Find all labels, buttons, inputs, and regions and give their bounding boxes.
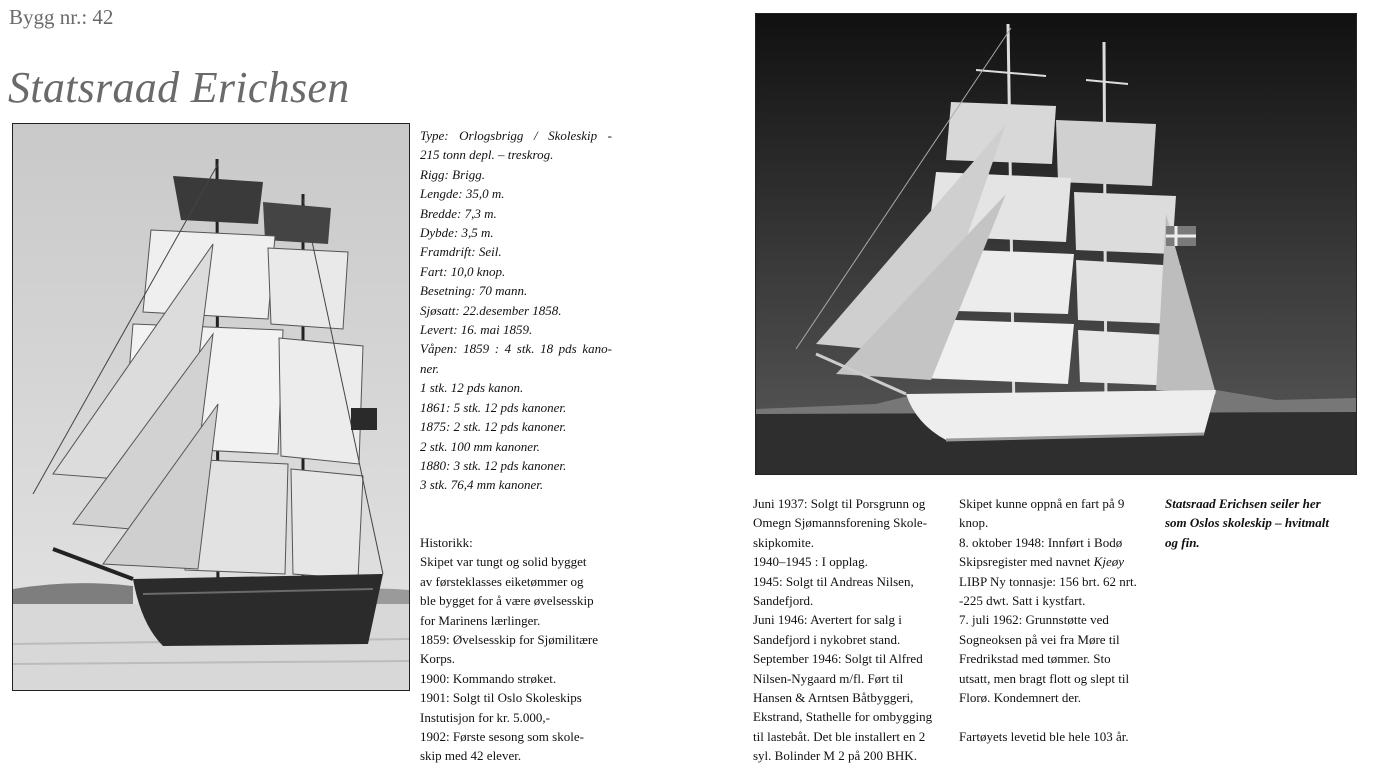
spec-vapen-word: stk.: [516, 341, 535, 357]
history-line: til lastebåt. Det ble installert en 2: [753, 728, 926, 744]
spec-vapen-word: pds: [558, 341, 577, 357]
spec-vapen-word: Våpen:: [420, 341, 458, 357]
history-line: utsatt, men bragt flott og slept til: [959, 670, 1130, 686]
spec-type-word: -: [607, 128, 612, 143]
history-line: 1901: Solgt til Oslo Skoleskips: [420, 690, 582, 706]
lifetime-line: Fartøyets levetid ble hele 103 år.: [959, 728, 1129, 744]
history-line: 1940–1945 : I opplag.: [753, 554, 868, 570]
history-line-renamed: [959, 552, 1137, 571]
history-line: Juni 1946: Avertert for salg i: [753, 612, 902, 628]
spec-line: 2 stk. 100 mm kanoner.: [420, 438, 540, 454]
history-column: [420, 533, 598, 766]
history-line: Nilsen-Nygaard m/fl. Ført til: [753, 670, 904, 686]
spec-type-word: Orlogsbrigg: [459, 128, 524, 143]
history-line: Omegn Sjømannsforening Skole-: [753, 515, 928, 531]
history-line: Skipet var tungt og solid bygget: [420, 554, 587, 570]
history-line: 1859: Øvelsesskip for Sjømilitære: [420, 632, 599, 648]
history-continued-column: [753, 494, 932, 766]
history-heading: Historikk:: [420, 535, 473, 550]
spec-line: Sjøsatt: 22.desember 1858.: [420, 302, 562, 318]
history-line: syl. Bolinder M 2 på 200 BHK.: [753, 748, 917, 764]
caption-line: og fin.: [1165, 534, 1200, 550]
history-line: Sandefjord.: [753, 593, 814, 609]
schoolship-photo-art: [756, 14, 1356, 474]
brig-photo-sailing: [12, 123, 410, 691]
history-line: Juni 1937: Solgt til Porsgrunn og: [753, 496, 926, 511]
history-line: skipkomite.: [753, 534, 815, 550]
history-line: Sogneoksen på vei fra Møre til: [959, 631, 1120, 647]
history-line: 1945: Solgt til Andreas Nilsen,: [753, 573, 914, 589]
history-line: skip med 42 elever.: [420, 748, 522, 764]
later-history-column: [959, 494, 1137, 746]
history-line: -225 dwt. Satt i kystfart.: [959, 593, 1086, 609]
spec-line: Rigg: Brigg.: [420, 166, 485, 182]
spec-line: Framdrift: Seil.: [420, 244, 502, 260]
history-line: Hansen & Arntsen Båtbyggeri,: [753, 690, 914, 706]
spec-line: Fart: 10,0 knop.: [420, 263, 506, 279]
history-line: 1900: Kommando strøket.: [420, 670, 557, 686]
renamed-prefix: Skipsregister med navnet: [959, 554, 1094, 570]
photo-caption: [1165, 494, 1329, 552]
spec-line: 1 stk. 12 pds kanon.: [420, 380, 524, 396]
history-line: LIBP Ny tonnasje: 156 brt. 62 nrt.: [959, 573, 1137, 589]
history-line: Ekstrand, Stathelle for ombygging: [753, 709, 933, 725]
history-line: Instutisjon for kr. 5.000,-: [420, 709, 550, 725]
spec-line: Levert: 16. mai 1859.: [420, 322, 533, 338]
spec-line: ner.: [420, 360, 440, 376]
history-line: knop.: [959, 515, 989, 531]
history-line: 7. juli 1962: Grunnstøtte ved: [959, 612, 1109, 628]
history-line: ble bygget for å være øvelsesskip: [420, 593, 594, 609]
caption-line: som Oslos skoleskip – hvitmalt: [1165, 515, 1329, 531]
spec-vapen-word: 18: [540, 341, 554, 357]
spec-line: Besetning: 70 mann.: [420, 283, 528, 299]
spec-vapen-word: 1859: [463, 341, 490, 357]
new-ship-name: Kjeøy: [1093, 554, 1124, 570]
history-line: Sandefjord i nykobret stand.: [753, 631, 901, 647]
page-title: Statsraad Erichsen: [8, 63, 350, 112]
spec-type-line: [420, 126, 612, 145]
spec-type-word: Skoleskip: [548, 128, 598, 143]
paragraph-gap: [959, 707, 1137, 726]
spec-line: Bredde: 7,3 m.: [420, 205, 497, 221]
history-line: Korps.: [420, 651, 456, 667]
spec-line: Lengde: 35,0 m.: [420, 186, 505, 202]
spec-vapen-word: 4: [504, 341, 512, 357]
spec-vapen-line: [420, 339, 612, 358]
history-line: for Marinens lærlinger.: [420, 612, 541, 628]
spec-line: 215 tonn depl. – treskrog.: [420, 147, 554, 163]
spec-vapen-word: :: [494, 341, 500, 357]
schoolship-photo-white: [755, 13, 1357, 475]
spec-vapen-word: kano-: [582, 341, 612, 357]
history-line: Fredrikstad med tømmer. Sto: [959, 651, 1111, 667]
caption-line: Statsraad Erichsen seiler her: [1165, 496, 1321, 511]
spec-type-word: /: [533, 128, 538, 143]
history-line: 1902: Første sesong som skole-: [420, 729, 584, 745]
history-line: 8. oktober 1948: Innført i Bodø: [959, 534, 1123, 550]
ship-specifications: [420, 126, 612, 495]
history-line: av førsteklasses eiketømmer og: [420, 573, 584, 589]
history-line: Skipet kunne oppnå en fart på 9: [959, 496, 1125, 511]
spec-line: 1880: 3 stk. 12 pds kanoner.: [420, 457, 567, 473]
spec-line: 1875: 2 stk. 12 pds kanoner.: [420, 419, 567, 435]
spec-line: 3 stk. 76,4 mm kanoner.: [420, 477, 544, 493]
spec-type-word: Type:: [420, 128, 449, 143]
build-number: Bygg nr.: 42: [9, 5, 114, 29]
history-line: September 1946: Solgt til Alfred: [753, 651, 923, 667]
spec-line: 1861: 5 stk. 12 pds kanoner.: [420, 399, 567, 415]
brig-photo-art: [13, 124, 409, 690]
spec-line: Dybde: 3,5 m.: [420, 225, 494, 241]
history-line: Florø. Kondemnert der.: [959, 690, 1082, 706]
